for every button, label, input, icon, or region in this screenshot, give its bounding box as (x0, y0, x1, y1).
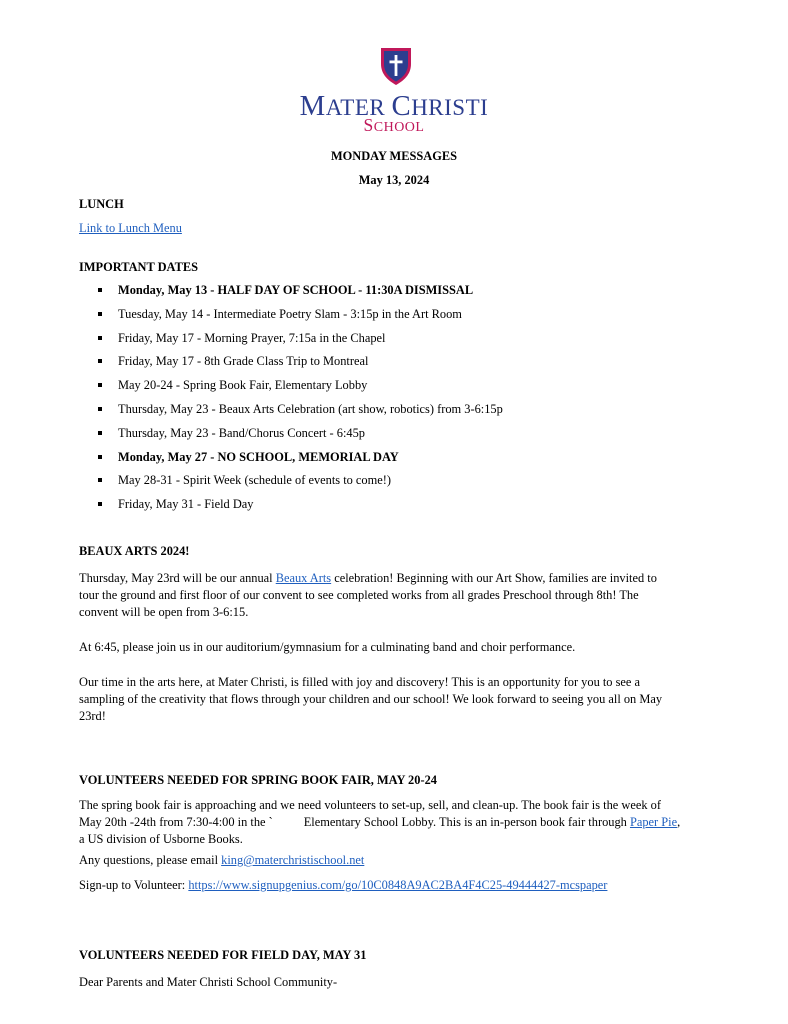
beaux-arts-paragraph-3 (79, 674, 719, 725)
lunch-heading: LUNCH (79, 197, 124, 211)
date-item-text: Thursday, May 23 - Beaux Arts Celebration (art show, robotics) from 3-6:15p (118, 401, 503, 416)
paragraph-text: Our time in the arts here, at Mater Christi, is filled with joy and discovery! This is an opportunity for you to see a (79, 675, 641, 689)
book-fair-paragraph (79, 797, 729, 848)
date-item-text: Monday, May 13 - HALF DAY OF SCHOOL - 11:30A DISMISSAL (118, 283, 474, 297)
list-item (96, 353, 503, 377)
important-dates-list (96, 282, 503, 520)
paragraph-text: , (677, 815, 681, 829)
beaux-arts-link[interactable]: Beaux Arts (275, 571, 332, 585)
page-title: MONDAY MESSAGES (330, 149, 458, 163)
logo-school-name: MATER CHRISTI (299, 90, 489, 122)
field-day-greeting: Dear Parents and Mater Christi School Community- (79, 975, 338, 989)
list-item (96, 449, 503, 473)
list-item (96, 306, 503, 330)
signup-link[interactable]: https://www.signupgenius.com/go/10C0848A9AC2BA4F4C25-49444427-mcspaper (188, 878, 608, 892)
bullet-icon (98, 288, 102, 292)
list-item (96, 377, 503, 401)
date-item-text: May 28-31 - Spirit Week (schedule of events to come!) (118, 473, 392, 488)
paragraph-text: celebration! Beginning with our Art Show, families are invited to (331, 571, 657, 585)
paragraph-text: The spring book fair is approaching and we need volunteers to set-up, sell, and clean-up. The book fair is the week of (79, 798, 661, 812)
date-item-text: Friday, May 17 - Morning Prayer, 7:15a in the Chapel (118, 330, 386, 345)
list-item (96, 425, 503, 449)
logo-school-subtitle: SCHOOL (363, 115, 425, 135)
bullet-icon (98, 502, 102, 506)
paragraph-text: Sign-up to Volunteer: (79, 878, 189, 892)
paragraph-text: Thursday, May 23rd will be our annual (79, 571, 276, 585)
bullet-icon (98, 407, 102, 411)
bullet-icon (98, 431, 102, 435)
date-item-text: Tuesday, May 14 - Intermediate Poetry Slam - 3:15p in the Art Room (118, 306, 462, 321)
field-day-heading: VOLUNTEERS NEEDED FOR FIELD DAY, MAY 31 (79, 948, 367, 962)
book-fair-questions (79, 852, 719, 869)
beaux-arts-paragraph-1 (79, 570, 719, 621)
date-item-text: Friday, May 17 - 8th Grade Class Trip to Montreal (118, 354, 369, 369)
book-fair-heading: VOLUNTEERS NEEDED FOR SPRING BOOK FAIR, MAY 20-24 (79, 773, 437, 787)
bullet-icon (98, 455, 102, 459)
list-item (96, 496, 503, 520)
lunch-menu-link[interactable]: Link to Lunch Menu (79, 221, 182, 235)
list-item (96, 282, 503, 306)
beaux-arts-paragraph-2: At 6:45, please join us in our auditorium/gymnasium for a culminating band and choir performance. (79, 640, 576, 654)
list-item (96, 401, 503, 425)
bullet-icon (98, 312, 102, 316)
important-dates-heading: IMPORTANT DATES (79, 260, 199, 274)
paragraph-text: tour the ground and first floor of our convent to see completed works from all grades Preschool through 8th! The (79, 588, 639, 602)
paragraph-text: May 20th -24th from 7:30-4:00 in the ` Elementary School Lobby. This is an in-person book fair through (79, 815, 630, 829)
paragraph-text: Any questions, please email (79, 853, 222, 867)
school-logo (0, 46, 788, 135)
paper-pie-link[interactable]: Paper Pie (629, 815, 678, 829)
email-link[interactable]: king@materchristischool.net (221, 853, 365, 867)
date-item-text: May 20-24 - Spring Book Fair, Elementary Lobby (118, 378, 368, 393)
page-date: May 13, 2024 (358, 173, 430, 187)
bullet-icon (98, 478, 102, 482)
bullet-icon (98, 359, 102, 363)
list-item (96, 472, 503, 496)
beaux-arts-heading: BEAUX ARTS 2024! (79, 544, 190, 558)
book-fair-signup (79, 877, 759, 894)
paragraph-text: 23rd! (79, 709, 106, 723)
date-item-text: Friday, May 31 - Field Day (118, 497, 254, 512)
paragraph-text: convent will be open from 3-6:15. (79, 605, 249, 619)
shield-cross-icon (379, 46, 413, 86)
bullet-icon (98, 383, 102, 387)
date-item-text: Thursday, May 23 - Band/Chorus Concert - 6:45p (118, 425, 365, 440)
paragraph-text: a US division of Usborne Books. (79, 832, 243, 846)
list-item (96, 330, 503, 354)
date-item-text: Monday, May 27 - NO SCHOOL, MEMORIAL DAY (118, 449, 399, 464)
paragraph-text: sampling of the creativity that flows through your children and our school! We look forward to seeing you all on May (79, 692, 663, 706)
bullet-icon (98, 336, 102, 340)
